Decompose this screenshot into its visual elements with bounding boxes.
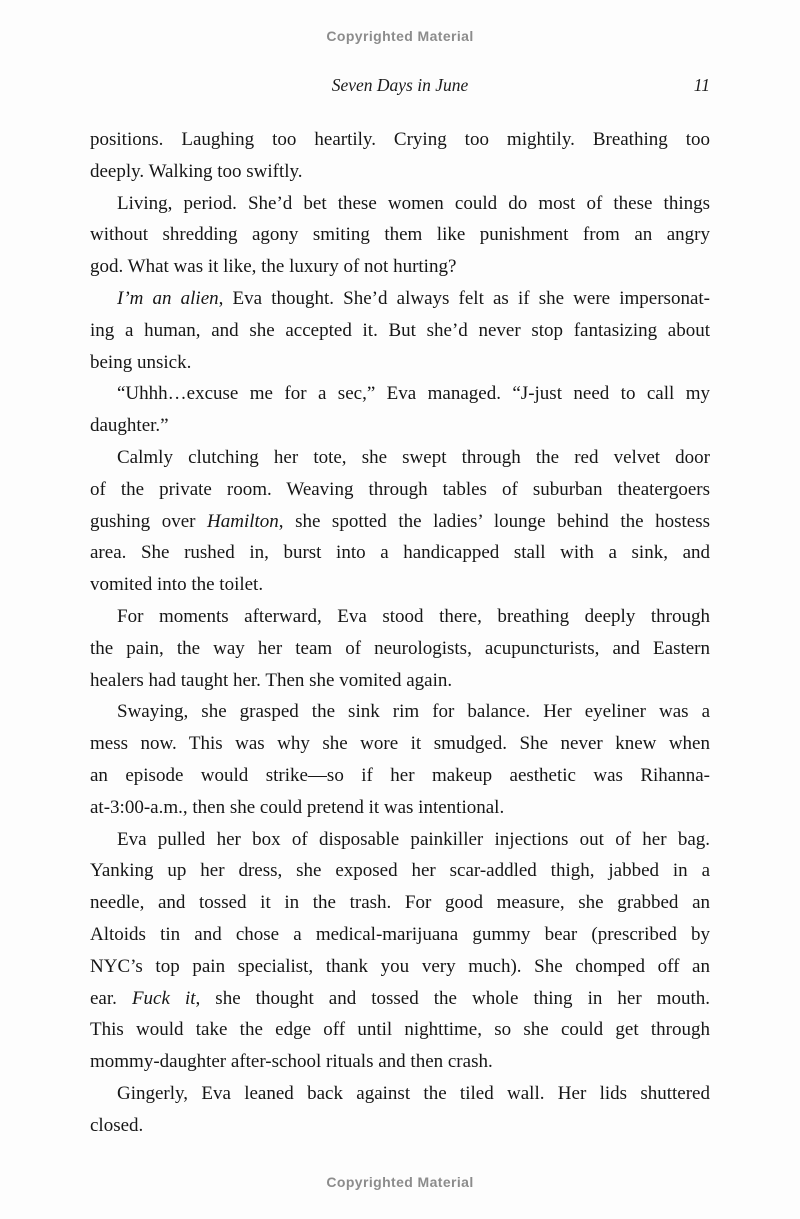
paragraph-line: without shredding agony smiting them like punishment from an angry (90, 224, 710, 246)
paragraph-line: mommy-daughter after-school rituals and then crash. (90, 1051, 493, 1073)
paragraph-line: Altoids tin and chose a medical-marijuana gummy bear (prescribed by (90, 923, 710, 945)
paragraph-line: deeply. Walking too swiftly. (90, 160, 303, 182)
text-block (90, 124, 710, 1142)
paragraph-line: This would take the edge off until nighttime, so she could get through (90, 1019, 710, 1041)
paragraph-line: at-3:00-a.m., then she could pretend it was intentional. (90, 796, 505, 818)
paragraph-line: vomited into the toilet. (90, 574, 264, 596)
paragraph-line: needle, and tossed it in the trash. For good measure, she grabbed an (90, 892, 710, 914)
paragraph-line: “Uhhh…excuse me for a sec,” Eva managed. “J-just need to call my (117, 383, 710, 405)
paragraph-line: area. She rushed in, burst into a handicapped stall with a sink, and (90, 542, 710, 564)
paragraph-line: positions. Laughing too heartily. Crying too mightily. Breathing too (90, 129, 710, 150)
paragraph-line: ear. Fuck it, she thought and tossed the whole thing in her mouth. (90, 987, 710, 1009)
paragraph-line: an episode would strike—so if her makeup aesthetic was Rihanna- (90, 764, 710, 786)
paragraph-line: Calmly clutching her tote, she swept through the red velvet door (117, 446, 710, 468)
paragraph-line: closed. (90, 1114, 144, 1136)
running-header (90, 75, 710, 99)
paragraph-line: Swaying, she grasped the sink rim for balance. Her eyeliner was a (117, 701, 710, 723)
paragraph-line: god. What was it like, the luxury of not hurting? (90, 256, 457, 278)
paragraph-line: Yanking up her dress, she exposed her scar-addled thigh, jabbed in a (90, 860, 710, 882)
page-number: 11 (693, 75, 710, 95)
paragraph-line: daughter.” (90, 415, 169, 437)
paragraph-line: the pain, the way her team of neurologists, acupuncturists, and Eastern (90, 637, 710, 659)
paragraph-line: being unsick. (90, 351, 192, 373)
paragraph-line: NYC’s top pain specialist, thank you very much). She chomped off an (90, 955, 710, 977)
copyright-notice-bottom: Copyrighted Material (326, 1174, 474, 1190)
paragraph-line: ing a human, and she accepted it. But she’d never stop fantasizing about (90, 319, 710, 341)
paragraph-line: Living, period. She’d bet these women could do most of these things (117, 192, 710, 214)
paragraph-line: gushing over Hamilton, she spotted the ladies’ lounge behind the hostess (90, 510, 710, 532)
paragraph-line: of the private room. Weaving through tables of suburban theatergoers (90, 478, 710, 500)
paragraph-line: healers had taught her. Then she vomited again. (90, 669, 453, 691)
paragraph-line: For moments afterward, Eva stood there, breathing deeply through (117, 605, 710, 627)
paragraph-line: I’m an alien, Eva thought. She’d always felt as if she were impersonat- (117, 287, 710, 309)
paragraph-line: Eva pulled her box of disposable painkiller injections out of her bag. (117, 828, 710, 850)
paragraph-line: Gingerly, Eva leaned back against the tiled wall. Her lids shuttered (117, 1082, 710, 1104)
copyright-notice-top: Copyrighted Material (326, 28, 474, 44)
book-title-header: Seven Days in June (331, 75, 469, 95)
paragraph-line: mess now. This was why she wore it smudged. She never knew when (90, 733, 710, 755)
